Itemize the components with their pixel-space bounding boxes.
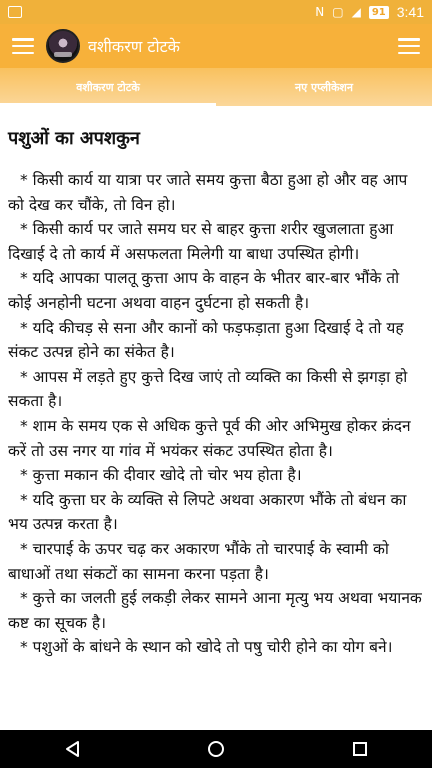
article-paragraph: * चारपाई के ऊपर चढ़ कर अकारण भौंके तो चारपाई के स्वामी को बाधाओं तथा संकटों का सामना करना पड़ता है। <box>8 539 389 583</box>
article-paragraph: * कुत्ते का जलती हुई लकड़ी लेकर सामने आना मृत्यु भय अथवा भयानक कष्ट का सूचक है। <box>8 589 422 632</box>
app-title: वशीकरण टोटके <box>88 37 180 56</box>
app-bar <box>0 24 432 68</box>
tab-bar <box>0 68 432 106</box>
system-nav-bar <box>0 730 432 768</box>
article-paragraph: * किसी कार्य पर जाते समय घर से बाहर कुत्ता शरीर खुजलाता हुआ दिखाई दे तो कार्य में असफलता मिलेगी या बाधा उपस्थित होगी। <box>8 220 394 263</box>
status-right-icons <box>315 4 424 20</box>
status-left-icons <box>8 6 22 18</box>
article-paragraph: * पशुओं के बांधने के स्थान को खोदे तो पषु चोरी होने का योग बने। <box>20 638 393 657</box>
status-bar <box>0 0 432 24</box>
article-paragraph: * यदि कीचड़ से सना और कानों को फड़फड़ाता हुआ दिखाई दे तो यह संकट उत्पन्न होने का संकेत है। <box>8 318 404 362</box>
sim-icon: ▢ <box>332 5 344 19</box>
home-circle-icon[interactable] <box>196 734 236 764</box>
article-paragraph: * यदि कुत्ता घर के व्यक्ति से लिपटे अथवा अकारण भौंके तो बंधन का भय उत्पन्न करता है। <box>8 490 407 534</box>
article-paragraph: * आपस में लड़ते हुए कुत्ते दिख जाएं तो व्यक्ति का किसी से झगड़ा हो सकता है। <box>8 367 408 411</box>
hamburger-menu-icon[interactable] <box>12 38 34 54</box>
recents-square-icon[interactable] <box>340 734 380 764</box>
signal-icon: ◢ <box>351 5 361 19</box>
article-title: पशुओं का अपशकुन <box>8 128 140 149</box>
app-logo <box>46 29 80 63</box>
nfc-icon: N <box>315 5 325 19</box>
article-paragraph: * किसी कार्य या यात्रा पर जाते समय कुत्ता बैठा हुआ हो और वह आप को देख कर चौंके, तो विन हो। <box>8 171 408 214</box>
gallery-notification-icon <box>8 6 22 18</box>
article-paragraph: * शाम के समय एक से अधिक कुत्ते पूर्व की ओर अभिमुख होकर क्रंदन करें तो उस नगर या गांव में भयंकर संकट उपस्थित होता है। <box>8 416 411 460</box>
back-triangle-icon[interactable] <box>52 734 92 764</box>
battery-indicator: 91 <box>369 6 389 19</box>
tab-vashikaran-totke[interactable]: वशीकरण टोटके <box>0 68 216 106</box>
tab-new-applications[interactable]: नए एप्लीकेशन <box>294 80 354 94</box>
article-content[interactable] <box>0 106 432 730</box>
overflow-menu-icon[interactable] <box>398 38 420 54</box>
article-paragraph: * कुत्ता मकान की दीवार खोदे तो चोर भय होता है। <box>20 466 302 485</box>
article-paragraph: * यदि आपका पालतू कुत्ता आप के वाहन के भीतर बार-बार भौंके तो कोई अनहोनी घटना अथवा वाहन दुर्घटना हो सकती है। <box>8 269 400 312</box>
status-time: 3:41 <box>396 4 424 20</box>
